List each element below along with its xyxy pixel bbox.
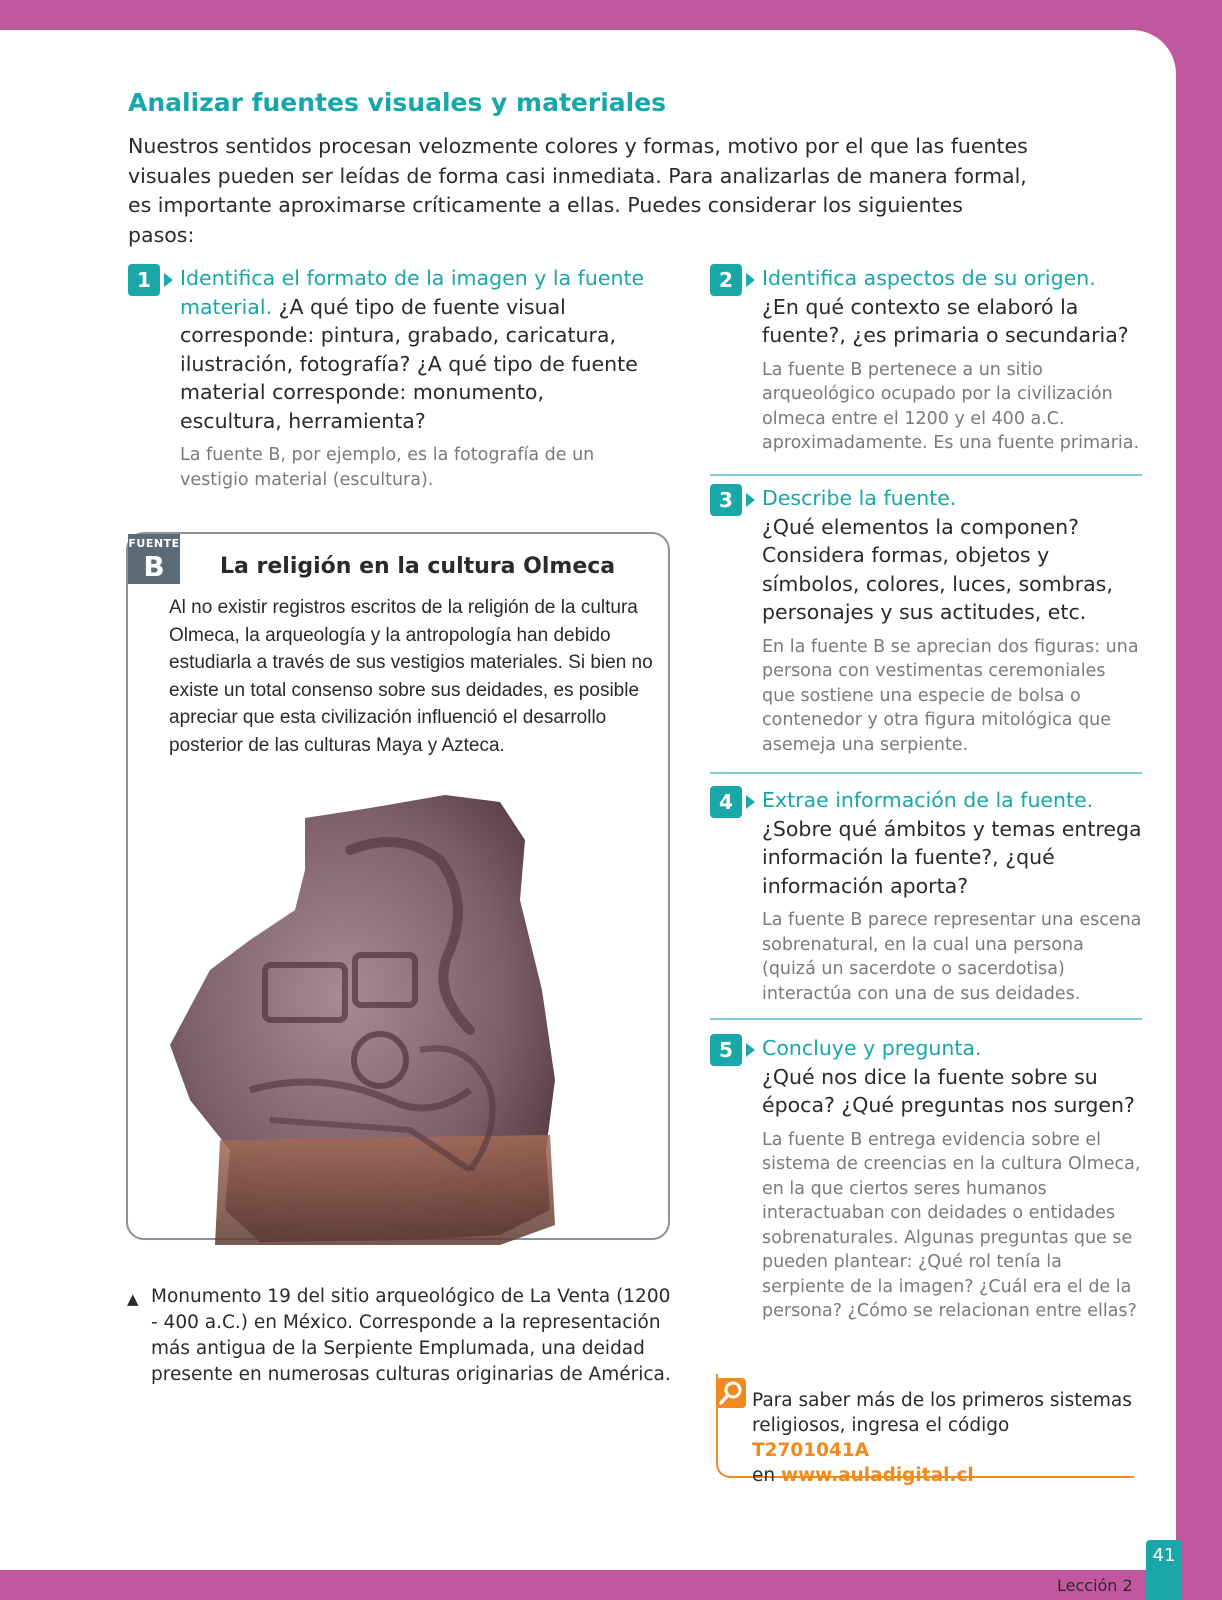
website-link[interactable]: www.auladigital.cl xyxy=(781,1465,974,1486)
step-title: Identifica el formato de la imagen y la fuente material. xyxy=(180,266,645,319)
caption-triangle-icon: ▲ xyxy=(127,1290,139,1308)
step-title: Extrae información de la fuente. xyxy=(762,788,1094,812)
access-code: T2701041A xyxy=(752,1440,870,1461)
divider xyxy=(710,474,1142,476)
source-label-letter: B xyxy=(143,550,165,583)
intro-paragraph: Nuestros sentidos procesan velozmente colores y formas, motivo por el que las fuentes visuales pueden ser leídas de forma casi inmediata. Para analizarlas de manera formal, es importante aproximarse críticamente a ellas. Puedes considerar los siguientes pasos: xyxy=(128,134,1028,247)
divider xyxy=(710,1018,1142,1020)
step-question: ¿Qué nos dice la fuente sobre su época? ¿Qué preguntas nos surgen? xyxy=(762,1064,1135,1117)
source-label-badge xyxy=(128,534,180,584)
step-question: ¿Qué elementos la componen? Considera formas, objetos y símbolos, colores, luces, sombras, personajes y sus actitudes, etc. xyxy=(762,514,1113,624)
more-info-connector: en xyxy=(752,1465,776,1486)
step-title: Identifica aspectos de su origen. xyxy=(762,266,1096,290)
triangle-arrow-icon xyxy=(746,795,755,809)
step-number-badge: 5 xyxy=(710,1034,742,1066)
image-caption: Monumento 19 del sitio arqueológico de La Venta (1200 - 400 a.C.) en México. Corresponde a la representación más antigua de la Serpiente Emplumada, una deidad presente en numerosas culturas originarias de América. xyxy=(151,1286,671,1385)
step-question: ¿En qué contexto se elaboró la fuente?, ¿es primaria o secundaria? xyxy=(762,294,1129,347)
step-question: ¿Sobre qué ámbitos y temas entrega información la fuente?, ¿qué información aporta? xyxy=(762,816,1142,898)
step-number-badge: 1 xyxy=(128,264,160,296)
step-number-badge: 2 xyxy=(710,264,742,296)
lesson-label: Lección 2 xyxy=(1057,1576,1133,1595)
triangle-arrow-icon xyxy=(746,273,755,287)
step-number-badge: 3 xyxy=(710,484,742,516)
triangle-arrow-icon xyxy=(746,1043,755,1057)
magnifier-icon xyxy=(716,1378,746,1408)
step-example: La fuente B entrega evidencia sobre el sistema de creencias en la cultura Olmeca, en la que ciertos seres humanos interactuaban con deidades o entidades sobrenaturales. Algunas preguntas que se pueden plantear: ¿Qué rol tenía la serpiente de la imagen? ¿Cuál era el de la persona? ¿Cómo se relacionan entre ellas? xyxy=(762,1129,1141,1321)
source-label-small: FUENTE xyxy=(128,537,180,550)
step-example: La fuente B parece representar una escena sobrenatural, en la cual una persona (quizá un sacerdote o sacerdotisa) interactúa con una de sus deidades. xyxy=(762,910,1142,1004)
more-info-text xyxy=(752,1388,1132,1488)
triangle-arrow-icon xyxy=(746,493,755,507)
step-example: La fuente B pertenece a un sitio arqueológico ocupado por la civilización olmeca entre el 1200 y el 400 a.C. aproximadamente. Es una fuente primaria. xyxy=(762,359,1140,453)
step-example: En la fuente B se aprecian dos figuras: una persona con vestimentas ceremoniales que sostiene una especie de bolsa o contenedor y otra figura mitológica que asemeja una serpiente. xyxy=(762,636,1139,755)
step-title: Describe la fuente. xyxy=(762,486,957,510)
divider xyxy=(710,772,1142,774)
page-number: 41 xyxy=(1146,1540,1182,1600)
step-title: Concluye y pregunta. xyxy=(762,1036,982,1060)
step-number-badge: 4 xyxy=(710,786,742,818)
source-title: La religión en la cultura Olmeca xyxy=(220,554,616,579)
source-text: Al no existir registros escritos de la religión de la cultura Olmeca, la arqueología y la antropología han debido estudiarla a través de sus vestigios materiales. Si bien no existe un total consenso sobre sus deidades, es posible apreciar que esta civilización influenció el desarrollo posterior de las culturas Maya y Azteca. xyxy=(169,597,653,756)
more-info-lead: Para saber más de los primeros sistemas religiosos, ingresa el código xyxy=(752,1390,1132,1436)
triangle-arrow-icon xyxy=(164,273,173,287)
step-question: ¿A qué tipo de fuente visual corresponde: pintura, grabado, caricatura, ilustración, fotografía? ¿A qué tipo de fuente material corresponde: monumento, escultura, herramienta? xyxy=(180,294,638,433)
step-example: La fuente B, por ejemplo, es la fotografía de un vestigio material (escultura). xyxy=(180,445,595,490)
olmec-monument-photo xyxy=(170,790,590,1250)
page-title: Analizar fuentes visuales y materiales xyxy=(128,88,667,117)
